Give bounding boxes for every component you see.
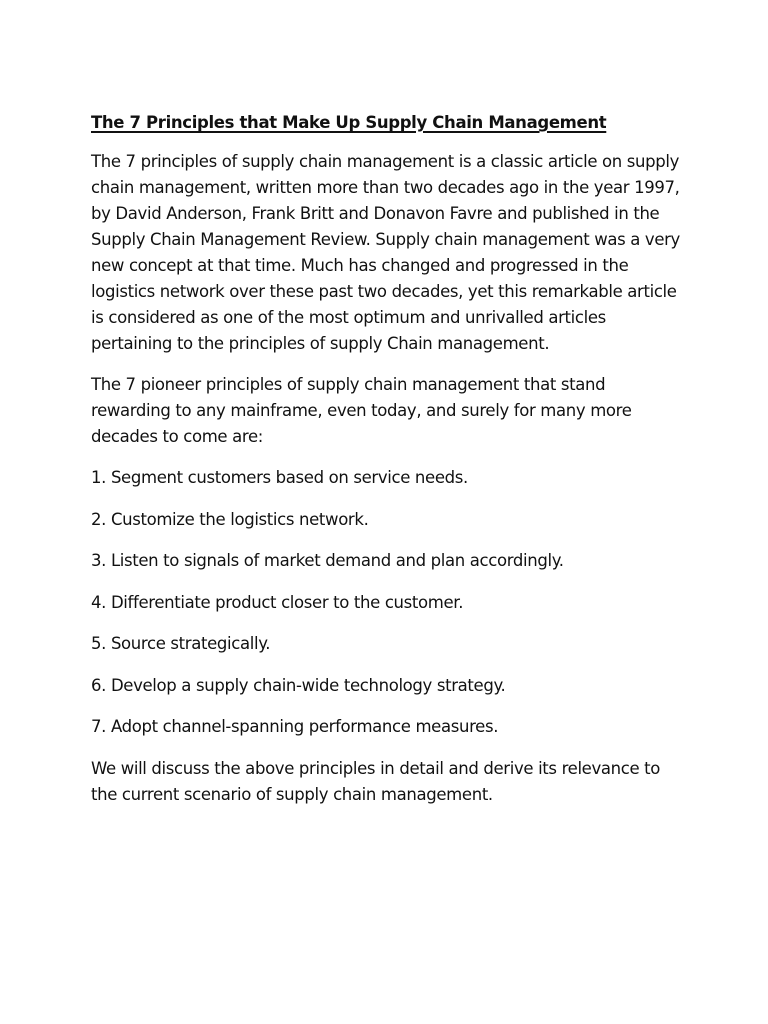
closing-paragraph: We will discuss the above principles in detail and derive its relevance to the current scenario of supply chain management. (91, 758, 661, 804)
principles-list (91, 465, 681, 740)
lead-paragraph: The 7 pioneer principles of supply chain management that stand rewarding to any mainframe, even today, and surely for many more decades to come are: (91, 375, 632, 446)
list-item-5: 5. Source strategically. (91, 634, 271, 653)
list-item-2: 2. Customize the logistics network. (91, 509, 369, 529)
document-page (91, 110, 681, 823)
document-title: The 7 Principles that Make Up Supply Chain Management (91, 113, 607, 132)
list-item-6: 6. Develop a supply chain-wide technology strategy. (91, 675, 506, 695)
list-item-1: 1. Segment customers based on service needs. (91, 468, 468, 487)
list-item-7: 7. Adopt channel-spanning performance measures. (91, 717, 499, 736)
list-item-4: 4. Differentiate product closer to the customer. (91, 592, 464, 612)
list-item-3: 3. Listen to signals of market demand and plan accordingly. (91, 551, 564, 570)
intro-paragraph: The 7 principles of supply chain management is a classic article on supply chain management, written more than two decades ago in the year 1997, by David Anderson, Frank Britt and Donavon Favre and published in the Supply Chain Management Review. Supply chain management was a very new concept at that time. Much has changed and progressed in the logistics network over these past two decades, yet this remarkable article is considered as one of the most optimum and unrivalled articles pertaining to the principles of supply Chain management. (91, 152, 680, 353)
